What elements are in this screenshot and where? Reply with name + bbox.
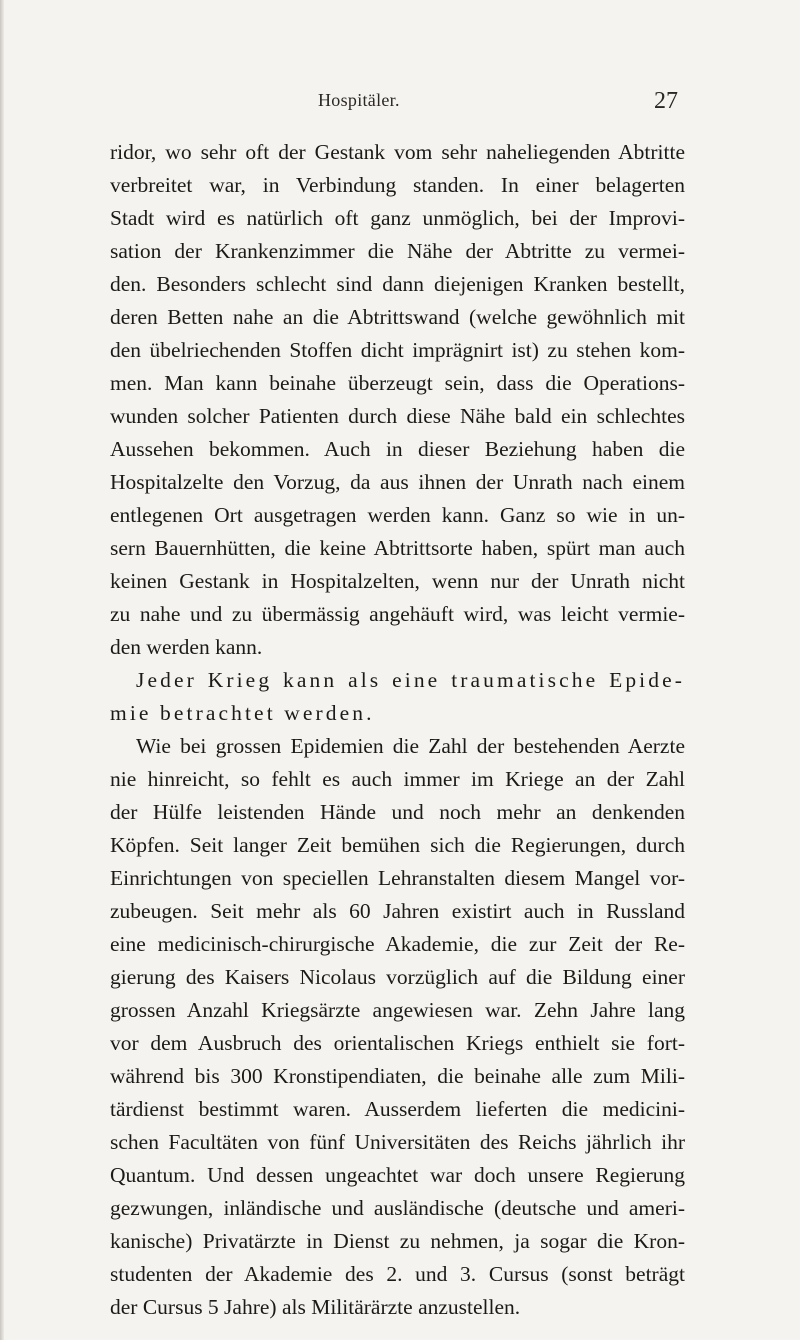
page-gutter-shadow — [0, 0, 4, 1340]
text-line: vor dem Ausbruch des orientalischen Kriegs enthielt sie fort- — [110, 1031, 685, 1055]
text-line: Aussehen bekommen. Auch in dieser Beziehung haben die — [110, 437, 685, 461]
text-line: gierung des Kaisers Nicolaus vorzüglich auf die Bildung einer — [110, 965, 685, 989]
text-line: den werden kann. — [110, 635, 263, 659]
text-line: zubeugen. Seit mehr als 60 Jahren existirt auch in Russland — [110, 899, 685, 923]
spaced-heading-line: mie betrachtet werden. — [110, 701, 375, 725]
text-line: sation der Krankenzimmer die Nähe der Abtritte zu vermei- — [110, 239, 685, 263]
text-line: Quantum. Und dessen ungeachtet war doch unsere Regierung — [110, 1163, 685, 1187]
text-line: Einrichtungen von speciellen Lehranstalten diesem Mangel vor- — [110, 866, 685, 890]
page-header — [0, 88, 800, 118]
text-line: zu nahe und zu übermässig angehäuft wird, was leicht vermie- — [110, 602, 685, 626]
text-line: entlegenen Ort ausgetragen werden kann. Ganz so wie in un- — [110, 503, 685, 527]
text-line: nie hinreicht, so fehlt es auch immer im Kriege an der Zahl — [110, 767, 685, 791]
text-line: studenten der Akademie des 2. und 3. Cursus (sonst beträgt — [110, 1262, 685, 1286]
text-line: den. Besonders schlecht sind dann diejenigen Kranken bestellt, — [110, 272, 685, 296]
text-line: Wie bei grossen Epidemien die Zahl der bestehenden Aerzte — [136, 734, 685, 758]
text-line: ridor, wo sehr oft der Gestank vom sehr naheliegenden Abtritte — [110, 140, 685, 164]
running-title: Hospitäler. — [318, 90, 400, 110]
spaced-heading-line: Jeder Krieg kann als eine traumatische Epide- — [136, 668, 685, 692]
text-line: grossen Anzahl Kriegsärzte angewiesen war. Zehn Jahre lang — [110, 998, 685, 1022]
text-line: gezwungen, inländische und ausländische (deutsche und ameri- — [110, 1196, 685, 1220]
text-line: schen Facultäten von fünf Universitäten des Reichs jährlich ihr — [110, 1130, 685, 1154]
text-line: den übelriechenden Stoffen dicht imprägnirt ist) zu stehen kom- — [110, 338, 685, 362]
text-line: kanische) Privatärzte in Dienst zu nehmen, ja sogar die Kron- — [110, 1229, 685, 1253]
text-line: deren Betten nahe an die Abtrittswand (welche gewöhnlich mit — [110, 305, 685, 329]
text-line: verbreitet war, in Verbindung standen. In einer belagerten — [110, 173, 685, 197]
body-text — [110, 136, 685, 1324]
text-line: men. Man kann beinahe überzeugt sein, dass die Operations- — [110, 371, 685, 395]
text-line: sern Bauernhütten, die keine Abtrittsorte haben, spürt man auch — [110, 536, 685, 560]
page-number: 27 — [654, 88, 678, 114]
text-line: der Hülfe leistenden Hände und noch mehr an denkenden — [110, 800, 685, 824]
text-line: Stadt wird es natürlich oft ganz unmöglich, bei der Improvi- — [110, 206, 685, 230]
text-line: keinen Gestank in Hospitalzelten, wenn nur der Unrath nicht — [110, 569, 685, 593]
text-line: der Cursus 5 Jahre) als Militärärzte anzustellen. — [110, 1295, 521, 1319]
text-line: wunden solcher Patienten durch diese Nähe bald ein schlechtes — [110, 404, 685, 428]
text-line: eine medicinisch-chirurgische Akademie, die zur Zeit der Re- — [110, 932, 685, 956]
text-line: Köpfen. Seit langer Zeit bemühen sich die Regierungen, durch — [110, 833, 685, 857]
text-line: während bis 300 Kronstipendiaten, die beinahe alle zum Mili- — [110, 1064, 685, 1088]
text-line: Hospitalzelte den Vorzug, da aus ihnen der Unrath nach einem — [110, 470, 685, 494]
text-line: tärdienst bestimmt waren. Ausserdem lieferten die medicini- — [110, 1097, 685, 1121]
